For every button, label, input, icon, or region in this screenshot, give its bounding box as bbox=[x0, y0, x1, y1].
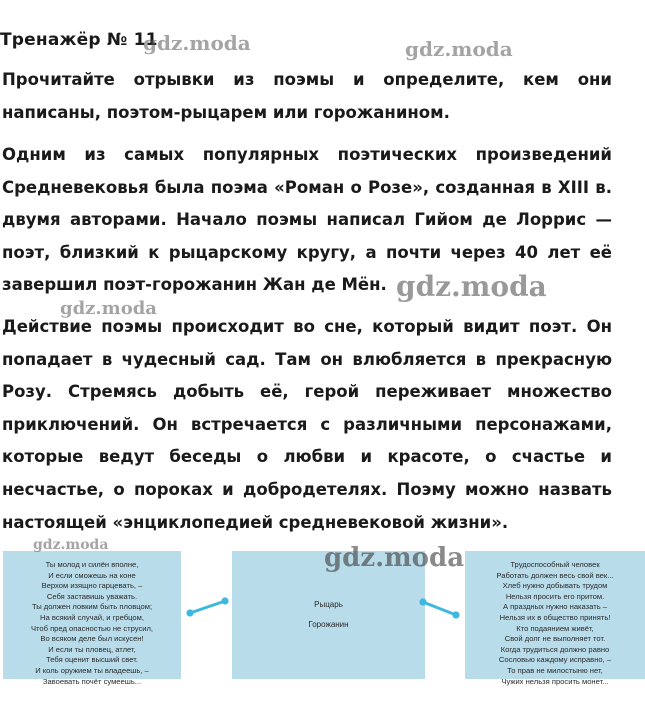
paragraph-intro: Одним из самых популярных поэтических произведений Средневековья была поэма «Роман о Розе», созданная в XIII в. двумя авторами. Начало поэмы написал Гийом де Лоррис — поэт, близкий к рыцарскому кругу, а почти через 40 лет её завершил поэт-горожанин Жан де Мён. bbox=[2, 145, 612, 295]
left-poem-text bbox=[3, 551, 181, 687]
watermark: gdz.moda bbox=[33, 537, 109, 553]
left-poem-line: Во всяком деле был искусен! bbox=[40, 634, 144, 644]
watermark: gdz.moda bbox=[60, 298, 157, 319]
left-poem-line: На всякий случай, и гребцом, bbox=[40, 612, 144, 622]
right-poem-text bbox=[465, 551, 645, 687]
right-connector-line bbox=[418, 598, 462, 620]
right-poem-line: Кто подаянием живёт, bbox=[516, 623, 594, 633]
left-poem-line: И коль оружием ты владеешь, – bbox=[35, 665, 149, 675]
right-poem-line: Свой долг не выполняет тот. bbox=[504, 634, 606, 644]
right-poem-line: А праздных нужно наказать – bbox=[503, 602, 607, 612]
left-poem-line: Завоевать почёт сумеешь... bbox=[42, 676, 142, 686]
right-poem-line: Сословью каждому исправно, – bbox=[498, 655, 612, 665]
option-knight[interactable]: Рыцарь bbox=[314, 600, 343, 609]
right-poem-line: Хлеб нужно добывать трудом bbox=[502, 581, 608, 591]
option-townsman[interactable]: Горожанин bbox=[308, 620, 349, 629]
paragraph-plot: Действие поэмы происходит во сне, который видит поэт. Он попадает в чудесный сад. Там он влюбляется в прекрасную Розу. Стремясь добыть её, герой переживает множество приключений. Он встречается с различными персонажами, которые ведут беседы о любви и красоте, о счастье и несчастье, о пороках и добродетелях. Поэму можно назвать настоящей «энциклопедией средневековой жизни». bbox=[2, 317, 612, 532]
right-poem-box bbox=[465, 551, 645, 686]
right-poem-line: Работать должен весь свой век... bbox=[496, 570, 614, 580]
right-poem-line: То прав не милостыню нет, bbox=[507, 665, 603, 675]
left-poem-line: И если ты пловец, атлет, bbox=[48, 644, 136, 654]
right-poem-line: Трудоспособный человек bbox=[510, 560, 600, 569]
right-poem-line: Нельзя просить его притом. bbox=[505, 591, 605, 601]
watermark: gdz.moda bbox=[324, 543, 465, 573]
left-poem-box bbox=[3, 551, 181, 686]
watermark: gdz.moda bbox=[143, 31, 251, 55]
page-title: Тренажёр № 11 bbox=[0, 30, 158, 50]
right-poem-line: Когда трудиться должно равно bbox=[500, 644, 610, 654]
right-poem-line: Нельзя их в общество принять! bbox=[499, 612, 611, 622]
task-instruction: Прочитайте отрывки из поэмы и определите, кем они написаны, поэтом-рыцарем или горожанином. bbox=[2, 70, 612, 122]
left-poem-line: Тебя оценит высший свет. bbox=[46, 655, 138, 665]
watermark: gdz.moda bbox=[396, 270, 547, 303]
left-connector-line bbox=[186, 596, 230, 618]
watermark: gdz.moda bbox=[405, 37, 513, 61]
left-poem-line: Ты должен ловким быть пловцом; bbox=[31, 602, 153, 612]
left-poem-line: Чтоб пред опасностью не струсил, bbox=[30, 623, 154, 633]
left-poem-line: Себя заставишь уважать. bbox=[46, 591, 138, 601]
left-poem-line: И если сможешь на коне bbox=[48, 570, 136, 580]
left-poem-line: Ты молод и силён вполне, bbox=[45, 560, 139, 569]
right-poem-line: Чужих нельзя просить монет... bbox=[501, 676, 609, 686]
left-poem-line: Верхом изящно гарцевать, – bbox=[41, 581, 143, 591]
